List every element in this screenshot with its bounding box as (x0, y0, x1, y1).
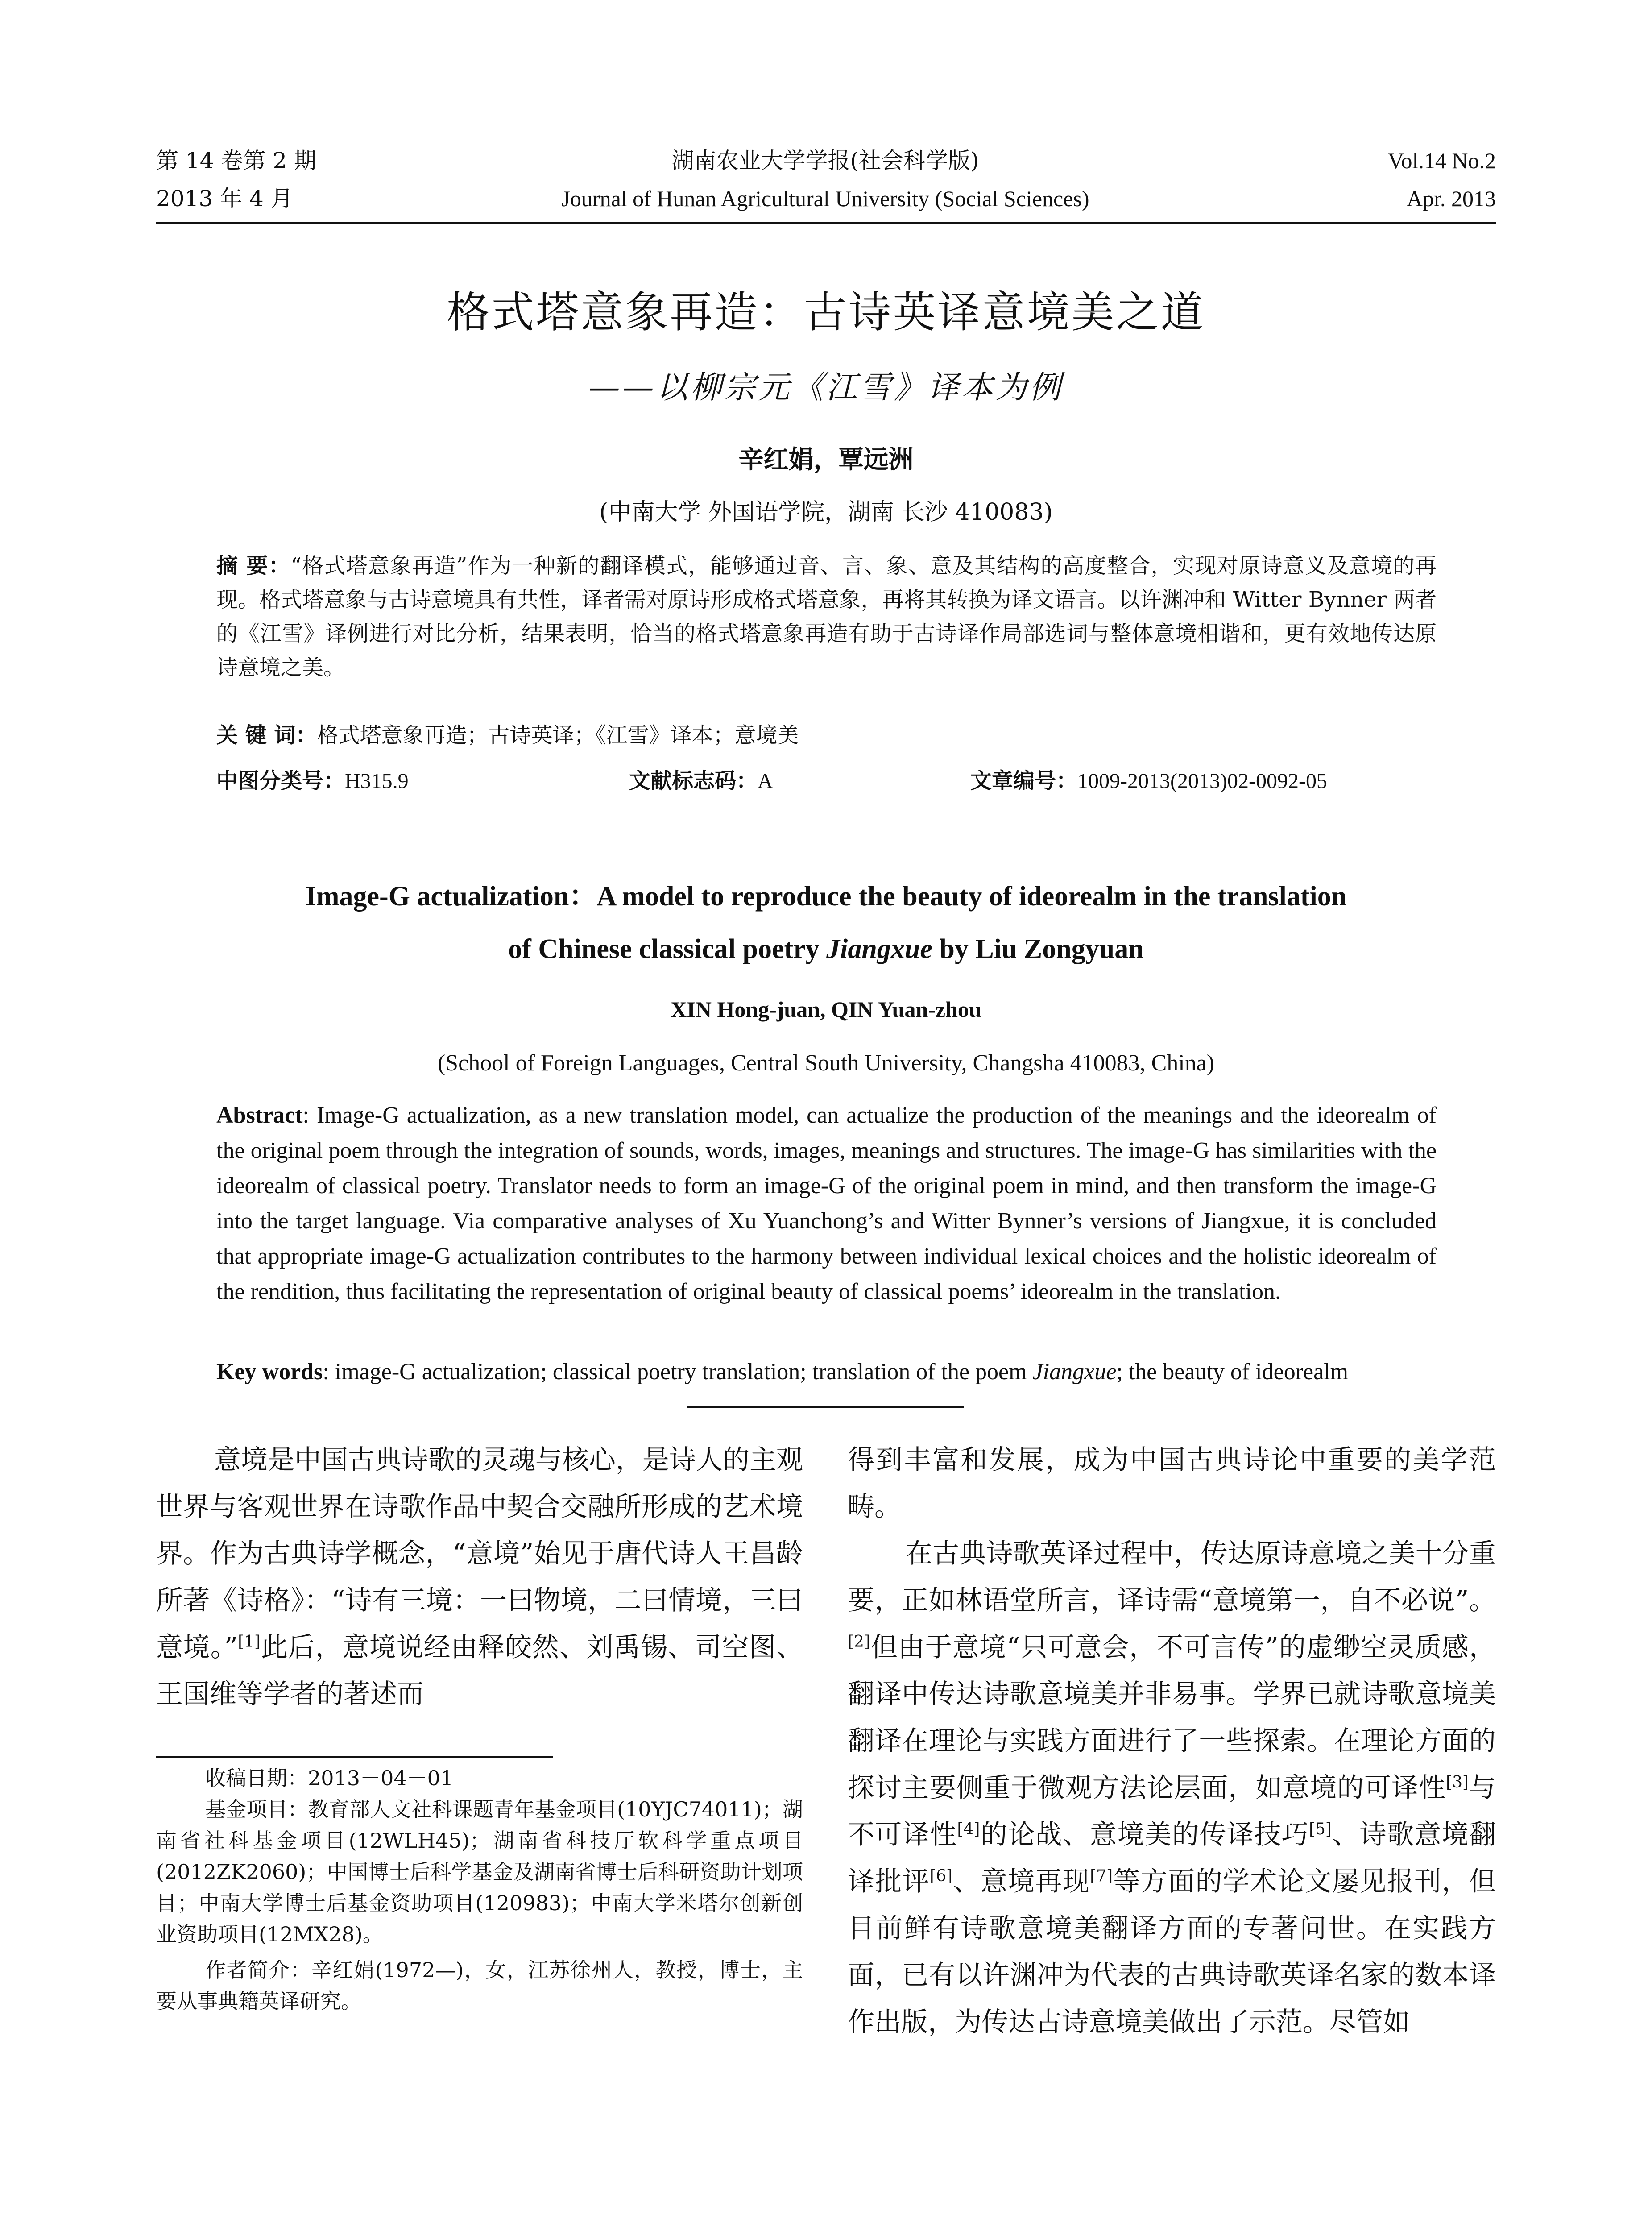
abstract-zh (216, 549, 1437, 684)
article-number (970, 767, 1327, 796)
volume-issue: 第 14 卷第 2 期 (156, 148, 317, 174)
affiliation-zh: (中南大学 外国语学院，湖南 长沙 410083) (599, 499, 1053, 526)
title-zh: 格式塔意象再造：古诗英译意境美之道 (447, 287, 1205, 337)
text-run: 但由于意境“只可意会，不可言传”的虚缈空灵质感，翻译中传达诗歌意境美并非易事。学界已就诗歌意境美翻译在理论与实践方面进行了一些探索。在理论方面的探讨主要侧重于微观方法论层面，如意境的可译性 (848, 1632, 1496, 1804)
keywords-en (216, 1356, 1348, 1388)
keywords-text-zh: 格式塔意象再造；古诗英译；《江雪》译本；意境美 (317, 723, 799, 748)
title-en-2a: of Chinese classical poetry (508, 934, 827, 964)
citation: [5] (1308, 1820, 1332, 1838)
citation: [3] (1446, 1773, 1469, 1791)
title-en (134, 870, 1518, 975)
abstract-label-en: Abstract (216, 1103, 303, 1128)
footnote-received (156, 1762, 803, 1794)
keywords-en-poem: Jiangxue (1032, 1359, 1117, 1385)
footnote-text: 教育部人文社科课题青年基金项目(10YJC74011)；湖南省社科基金项目(12WLH45)；湖南省科技厅软科学重点项目(2012ZK2060)；中国博士后科学基金及湖南省博士后科研资助计划项目；中南大学博士后基金资助项目(120983)；中南大学米塔尔创新创业资助项目(12MX28)。 (156, 1797, 803, 1946)
keywords-en-c: ; the beauty of ideorealm (1116, 1359, 1349, 1385)
keywords-en-a: : image-G actualization; classical poetry translation; translation of the poem (323, 1359, 1033, 1385)
paragraph: 得到丰富和发展，成为中国古典诗论中重要的美学范畴。 (848, 1444, 1496, 1522)
date-en: Apr. 2013 (1407, 186, 1496, 211)
citation: [2] (848, 1633, 870, 1651)
clc-label: 中图分类号： (216, 768, 345, 793)
authors-zh: 辛红娟，覃远洲 (738, 445, 914, 474)
header-rule (156, 222, 1496, 224)
article-no-label: 文章编号： (970, 768, 1078, 793)
abstract-label-zh: 摘 要： (216, 553, 291, 578)
text-run: 在古典诗歌英译过程中，传达原诗意境之美十分重要，正如林语堂所言，译诗需“意境第一，自不必说”。 (848, 1538, 1496, 1616)
text-run: 、意境再现 (952, 1866, 1090, 1897)
article-no-value: 1009-2013(2013)02-0092-05 (1077, 769, 1327, 793)
text-run: 此后，意境说经由释皎然、刘禹锡、司空图、王国维等学者的著述而 (156, 1632, 803, 1710)
section-divider (687, 1406, 964, 1408)
keywords-label-zh: 关 键 词： (216, 723, 317, 748)
body-column-left (156, 1437, 803, 1718)
date-zh: 2013 年 4 月 (156, 186, 293, 211)
title-en-line-1: Image-G actualization：A model to reproduce the beauty of ideorealm in the translation (305, 881, 1347, 912)
title-en-2c: by Liu Zongyuan (932, 934, 1144, 964)
citation: [1] (238, 1633, 261, 1651)
document-code (629, 767, 773, 796)
subtitle-zh: ——以柳宗元《江雪》译本为例 (588, 369, 1064, 406)
footnote-author (156, 1954, 803, 2017)
volume-en: Vol.14 No.2 (1387, 148, 1496, 173)
text-run: 与不可译性 (848, 1772, 1496, 1850)
abstract-text-en: : Image-G actualization, as a new translation model, can actualize the production of the meanings and the ideorealm of the original poem through the integration of sounds, words, images, meanings and structures. The image-G has similarities with the ideorealm of classical poetry. Translator needs to form an image-G of the original poem in mind, and then transform the image-G into the target language. Via comparative analyses of Xu Yuanchong’s and Witter Bynner’s versions of Jiangxue, it is concluded that appropriate image-G actualization contributes to the harmony between individual lexical choices and the holistic ideorealm of the rendition, thus facilitating the representation of original beauty of classical poems’ ideorealm in the translation. (216, 1103, 1437, 1304)
clc-value: H315.9 (345, 769, 409, 793)
affiliation-en: (School of Foreign Languages, Central South University, Changsha 410083, China) (437, 1050, 1215, 1076)
keywords-zh (216, 718, 1437, 752)
doc-code-value: A (758, 769, 773, 793)
footnote-text: 2013－04－01 (308, 1766, 454, 1790)
footnote-label: 基金项目： (205, 1797, 308, 1821)
title-en-poem: Jiangxue (826, 934, 932, 964)
citation: [7] (1090, 1867, 1113, 1885)
footnote-label: 收稿日期： (205, 1766, 308, 1790)
text-run: 的论战、意境美的传译技巧 (980, 1819, 1309, 1850)
journal-title-en: Journal of Hunan Agricultural University (Social Sciences) (561, 186, 1089, 211)
authors-en: XIN Hong-juan, QIN Yuan-zhou (671, 997, 981, 1022)
footnote-text: 辛红娟(1972—)，女，江苏徐州人，教授，博士，主要从事典籍英译研究。 (156, 1958, 803, 2013)
paragraph (156, 1437, 803, 1718)
footnote-label: 作者简介： (205, 1958, 311, 1982)
clc-number (216, 767, 409, 796)
abstract-text-zh: “格式塔意象再造”作为一种新的翻译模式，能够通过音、言、象、意及其结构的高度整合，实现对原诗意义及意境的再现。格式塔意象与古诗意境具有共性，译者需对原诗形成格式塔意象，再将其转换为译文语言。以许渊冲和 Witter Bynner 两者的《江雪》译例进行对比分析，结果表明，恰当的格式塔意象再造有助于古诗译作局部选词与整体意境相谐和，更有效地传达原诗意境之美。 (216, 553, 1437, 680)
title-en-line-2 (134, 923, 1518, 975)
footnotes (156, 1762, 803, 2017)
text-run: 意境是中国古典诗歌的灵魂与核心，是诗人的主观世界与客观世界在诗歌作品中契合交融所形成的艺术境界。作为古典诗学概念，“意境”始见于唐代诗人王昌龄所著《诗格》：“诗有三境：一曰物境，二曰情境，三曰意境。” (156, 1444, 803, 1663)
text-run: 、诗歌意境翻译批评 (848, 1819, 1496, 1897)
doc-code-label: 文献标志码： (629, 768, 758, 793)
abstract-en (216, 1098, 1437, 1309)
footnote-rule (156, 1756, 553, 1758)
paragraph (848, 1530, 1496, 2046)
text-run: 等方面的学术论文屡见报刊，但目前鲜有诗歌意境美翻译方面的专著问世。在实践方面，已有以许渊冲为代表的古典诗歌英译名家的数本译作出版，为传达古诗意境美做出了示范。尽管如 (848, 1866, 1496, 2038)
journal-title-zh: 湖南农业大学学报(社会科学版) (671, 148, 979, 174)
citation: [6] (930, 1867, 953, 1885)
footnote-fund (156, 1794, 803, 1950)
citation: [4] (957, 1820, 980, 1838)
keywords-label-en: Key words (216, 1359, 323, 1385)
body-column-right (848, 1437, 1496, 2046)
